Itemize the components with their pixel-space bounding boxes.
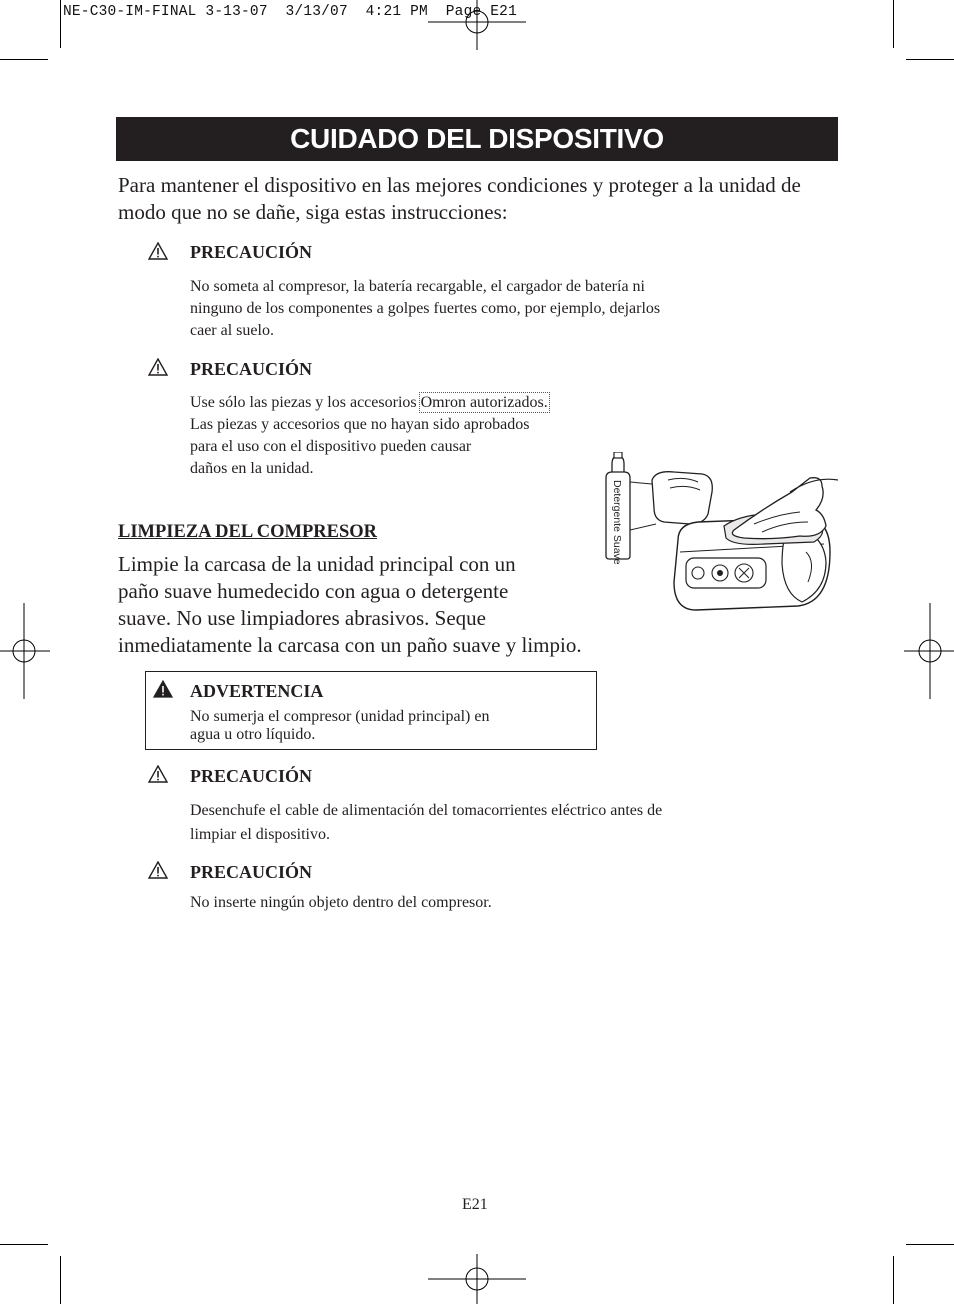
warning-triangle-icon — [148, 358, 168, 376]
section-heading: LIMPIEZA DEL COMPRESOR — [118, 522, 378, 542]
registration-mark-left — [0, 603, 50, 699]
caution-label: PRECAUCIÓN — [190, 359, 313, 379]
warning-triangle-filled-icon — [153, 680, 173, 698]
warning-text: No sumerja el compresor (unidad principal) en agua u otro líquido. — [190, 708, 490, 743]
omron-authorized-link[interactable]: Omron autorizados. — [420, 394, 548, 411]
caution-text: Use sólo las piezas y los accesorios Omron autorizados. Las piezas y accesorios que no hayan sido aprobados para el uso con el dispositivo pueden causar daños en la unidad. — [190, 394, 548, 477]
warning-label: ADVERTENCIA — [190, 681, 324, 701]
print-slug: NE-C30-IM-FINAL 3-13-07 3/13/07 4:21 PM Page E21 — [63, 4, 517, 20]
warning-triangle-icon — [148, 765, 168, 783]
registration-mark-right — [904, 603, 954, 699]
caution-text: No inserte ningún objeto dentro del compresor. — [190, 894, 492, 911]
page-number: E21 — [462, 1196, 488, 1213]
registration-mark-bottom — [428, 1254, 526, 1304]
cleaning-paragraph: Limpie la carcasa de la unidad principal con un paño suave humedecido con agua o detergente suave. No use limpiadores abrasivos. Seque inmediatamente la carcasa con un paño suave y limpio. — [118, 552, 582, 657]
warning-triangle-icon — [148, 242, 168, 260]
bottle-label: Detergente Suave — [611, 480, 623, 565]
caution-text: No someta al compresor, la batería recargable, el cargador de batería ni ninguno de los componentes a golpes fuertes como, por ejemplo, dejarlos caer al suelo. — [190, 278, 661, 339]
warning-box — [145, 671, 597, 750]
caution-label: PRECAUCIÓN — [190, 862, 313, 882]
page-title: CUIDADO DEL DISPOSITIVO — [290, 123, 664, 154]
page-title-bar — [116, 117, 838, 161]
warning-triangle-icon — [148, 861, 168, 879]
caution-label: PRECAUCIÓN — [190, 766, 313, 786]
intro-paragraph: Para mantener el dispositivo en las mejores condiciones y proteger a la unidad de modo que no se dañe, siga estas instrucciones: — [118, 173, 801, 224]
caution-label: PRECAUCIÓN — [190, 242, 313, 262]
caution-text: Desenchufe el cable de alimentación del tomacorrientes eléctrico antes de limpiar el dispositivo. — [190, 802, 663, 843]
